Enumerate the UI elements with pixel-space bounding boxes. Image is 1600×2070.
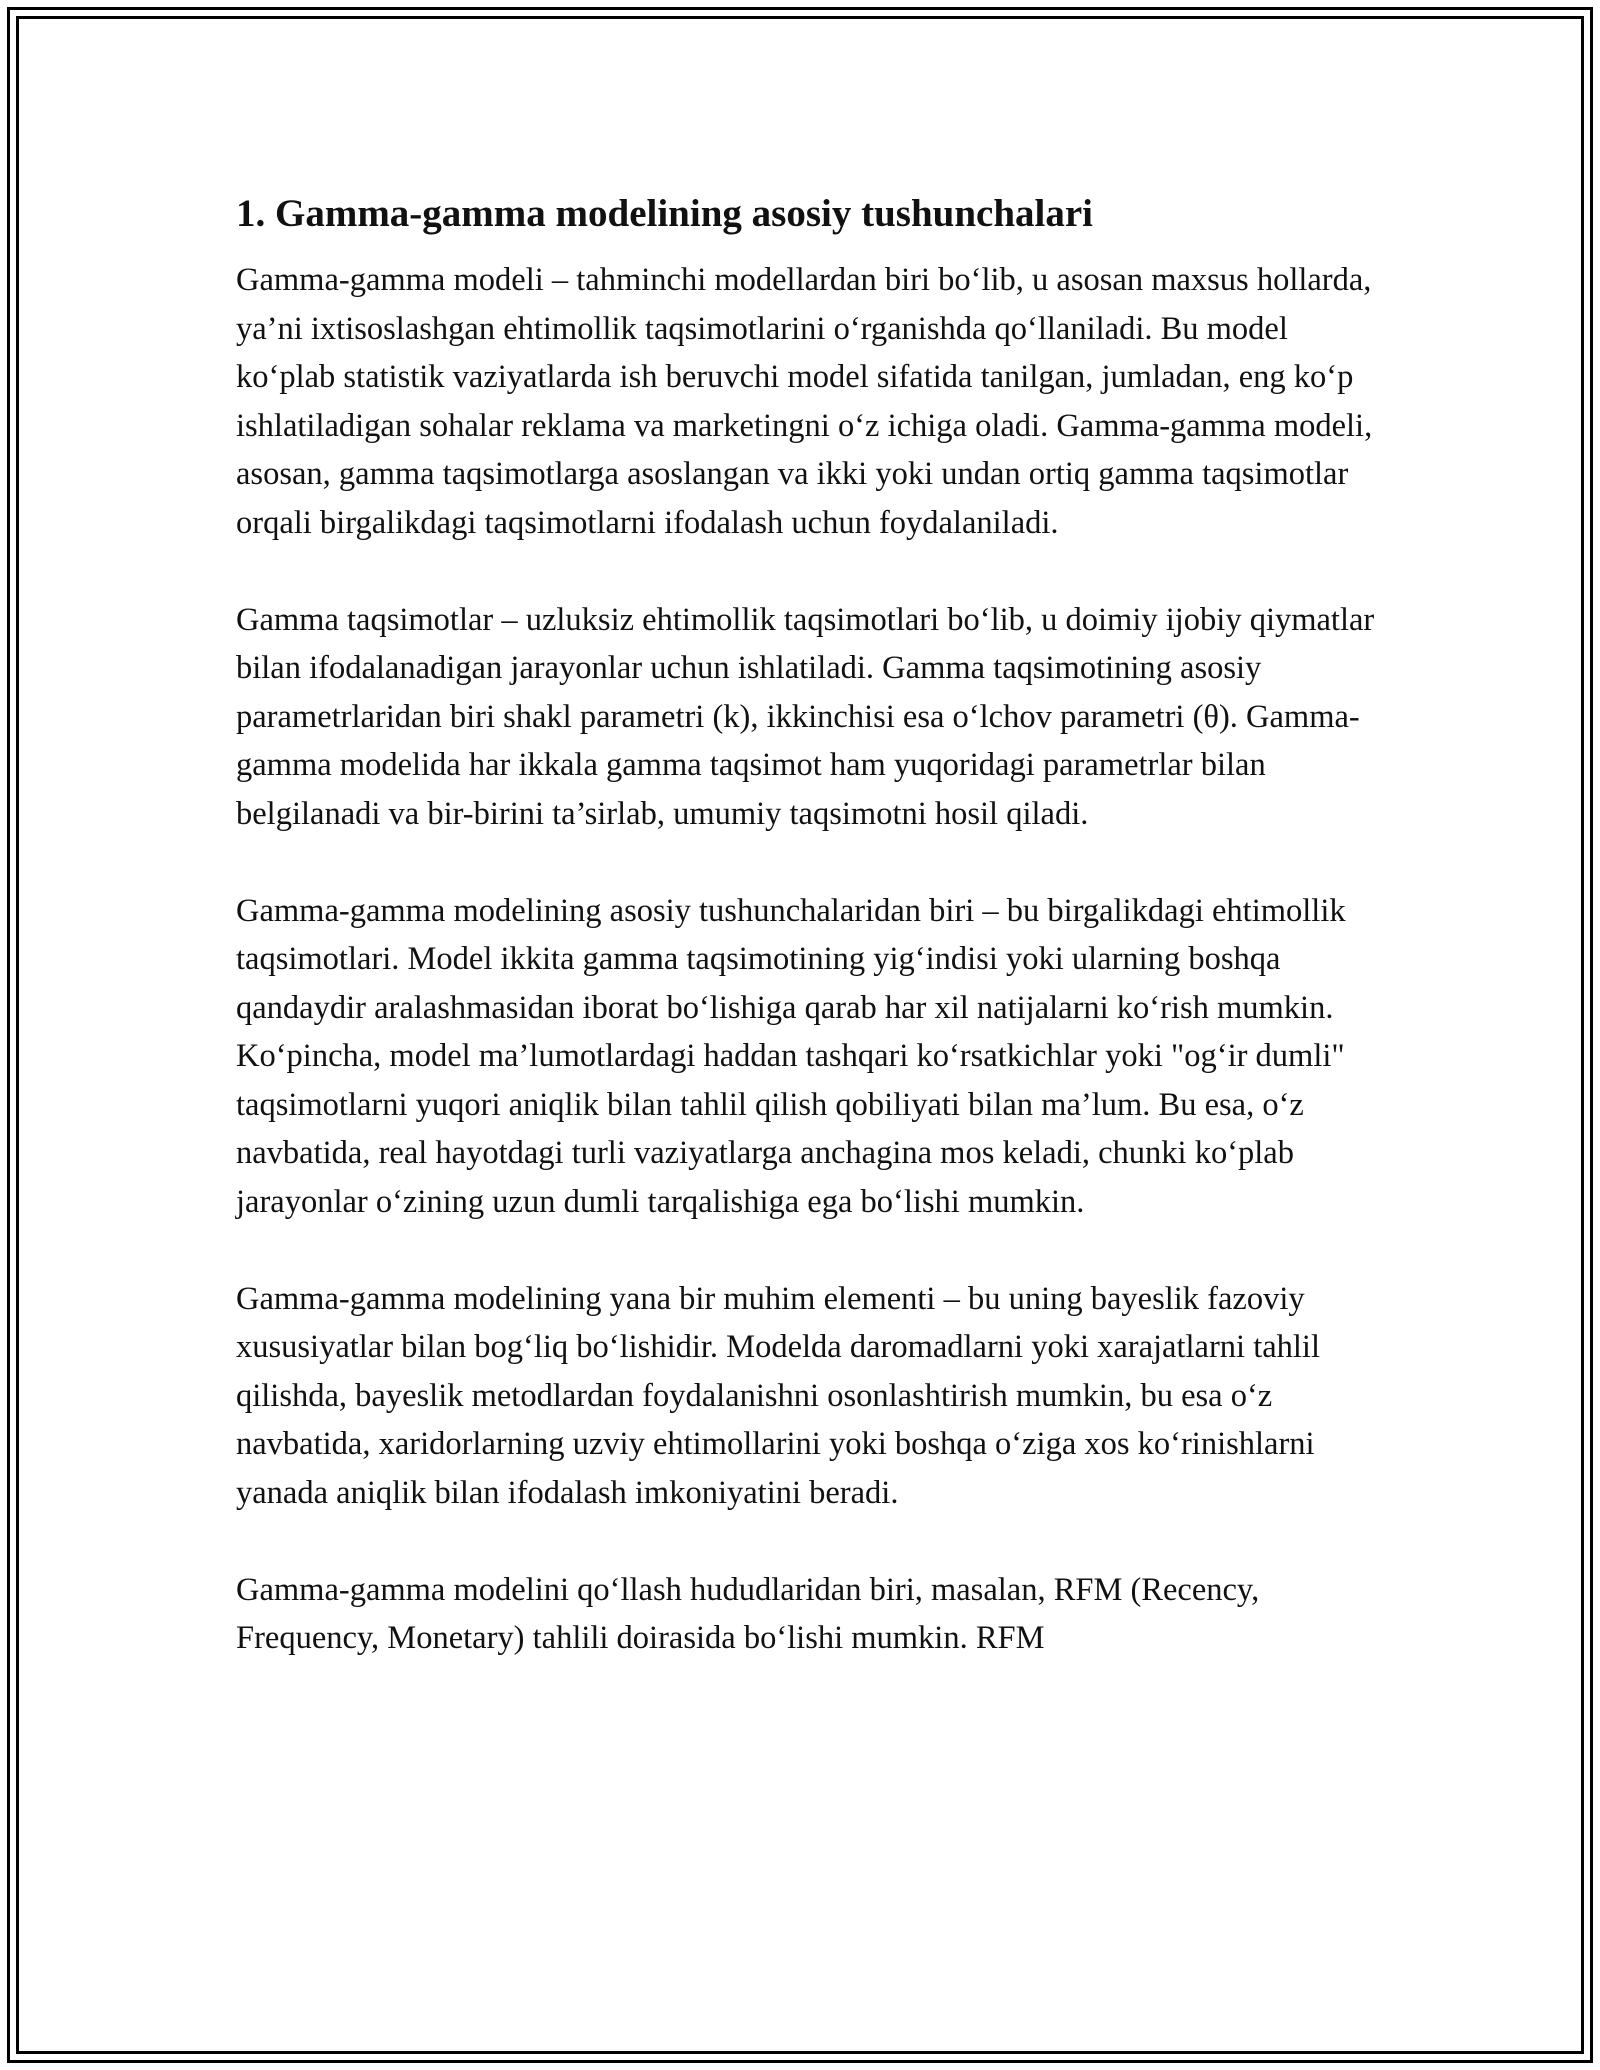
paragraph-gamma-gamma-definition: Gamma-gamma modeli – tahminchi modellardan biri bo‘lib, u asosan maxsus hollarda, ya’ni ixtisoslashgan ehtimollik taqsimotlarini o‘rganishda qo‘llaniladi. Bu model ko‘plab statistik vaziyatlarda ish beruvchi model sifatida tanilgan, jumladan, eng ko‘p ishlatiladigan sohalar reklama va marketingni o‘z ichiga oladi. Gamma-gamma modeli, asosan, gamma taqsimotlarga asoslangan va ikki yoki undan ortiq gamma taqsimotlar orqali birgalikdagi taqsimotlarni ifodalash uchun foydalaniladi. — [236, 262, 1373, 541]
document-body — [236, 190, 1376, 1711]
paragraph-bayesian-properties: Gamma-gamma modelining yana bir muhim elementi – bu uning bayeslik fazoviy xususiyatlar bilan bog‘liq bo‘lishidir. Modelda daromadlarni yoki xarajatlarni tahlil qilishda, bayeslik metodlardan foydalanishni osonlashtirish mumkin, bu esa o‘z navbatida, xaridorlarning uzviy ehtimollarini yoki boshqa o‘ziga xos ko‘rinishlarni yanada aniqlik bilan ifodalash imkoniyatini beradi. — [236, 1280, 1320, 1511]
paragraph-rfm-application: Gamma-gamma modelini qo‘llash hududlaridan biri, masalan, RFM (Recency, Frequency, Monetary) tahlili doirasida bo‘lishi mumkin. RFM — [236, 1571, 1260, 1656]
paragraph-gamma-distributions: Gamma taqsimotlar – uzluksiz ehtimollik taqsimotlari bo‘lib, u doimiy ijobiy qiymatlar bilan ifodalanadigan jarayonlar uchun ishlatiladi. Gamma taqsimotining asosiy parametrlaridan biri shakl parametri (k), ikkinchisi esa o‘lchov parametri (θ). Gamma-gamma modelida har ikkala gamma taqsimot ham yuqoridagi parametrlar bilan belgilanadi va bir-birini ta’sirlab, umumiy taqsimotni hosil qiladi. — [236, 601, 1375, 832]
paragraph-joint-distributions: Gamma-gamma modelining asosiy tushunchalaridan biri – bu birgalikdagi ehtimollik taqsimotlari. Model ikkita gamma taqsimotining yig‘indisi yoki ularning boshqa qandaydir aralashmasidan iborat bo‘lishiga qarab har xil natijalarni ko‘rish mumkin. Ko‘pincha, model ma’lumotlardagi haddan tashqari ko‘rsatkichlar yoki "og‘ir dumli" taqsimotlarni yuqori aniqlik bilan tahlil qilish qobiliyati bilan ma’lum. Bu esa, o‘z navbatida, real hayotdagi turli vaziyatlarga anchagina mos keladi, chunki ko‘plab jarayonlar o‘zining uzun dumli tarqalishiga ega bo‘lishi mumkin. — [236, 892, 1346, 1220]
section-heading: 1. Gamma-gamma modelining asosiy tushunchalari — [236, 192, 1093, 235]
